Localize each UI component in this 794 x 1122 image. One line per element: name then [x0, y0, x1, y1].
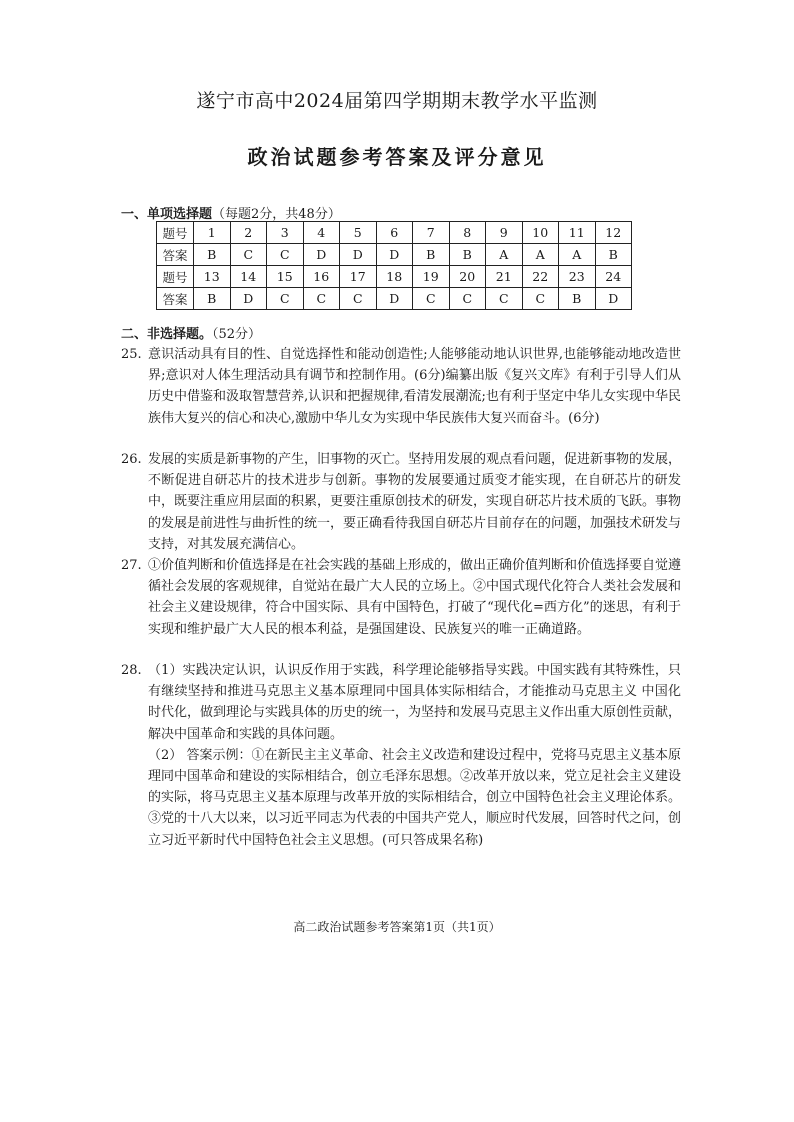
table-cell: 10: [522, 222, 559, 244]
table-cell: 20: [449, 266, 486, 288]
table-row-answers-1: [157, 244, 632, 266]
table-cell: 5: [340, 222, 377, 244]
section-2-heading: [121, 323, 261, 342]
question-number: 26.: [121, 452, 142, 467]
table-cell: C: [303, 288, 340, 310]
table-cell: A: [522, 244, 559, 266]
table-cell: D: [376, 244, 413, 266]
table-cell: C: [522, 288, 559, 310]
table-cell: B: [194, 244, 231, 266]
question-number: 27.: [121, 558, 142, 573]
table-cell: 4: [303, 222, 340, 244]
table-row-numbers-1: [157, 222, 632, 244]
table-cell: C: [449, 288, 486, 310]
section-1-heading: [121, 203, 341, 222]
table-cell: 7: [413, 222, 450, 244]
table-cell: B: [559, 288, 596, 310]
table-cell: 18: [376, 266, 413, 288]
row-label-number: 题号: [157, 222, 194, 244]
question-number: 25.: [121, 347, 142, 362]
row-label-answer: 答案: [157, 288, 194, 310]
table-cell: D: [376, 288, 413, 310]
table-cell: D: [340, 244, 377, 266]
question-26: [121, 449, 681, 555]
table-cell: D: [595, 288, 632, 310]
table-cell: C: [267, 244, 304, 266]
table-cell: 8: [449, 222, 486, 244]
table-cell: 17: [340, 266, 377, 288]
question-28-part-1: （1）实践决定认识，认识反作用于实践，科学理论能够指导实践。中国实践有其特殊性，只有继续坚持和推进马克思主义基本原理同中国具体实际相结合，才能推动马克思主义 中国化时代化，做到理论与实践具体的历史的统一，为坚持和发展马克思主义作出重大原创性贡献，解决中国革命和实践的具体问题。: [148, 663, 682, 742]
table-cell: B: [413, 244, 450, 266]
table-cell: 1: [194, 222, 231, 244]
row-label-answer: 答案: [157, 244, 194, 266]
section-1-note: （每题2分，共48分）: [212, 207, 341, 222]
table-cell: 22: [522, 266, 559, 288]
question-answer-text: ①价值判断和价值选择是在社会实践的基础上形成的，做出正确价值判断和价值选择要自觉遵循社会发展的客观规律，自觉站在最广大人民的立场上。②中国式现代化符合人类社会发展和社会主义建设规律，符合中国实际、具有中国特色，打破了“现代化=西方化”的迷思，有利于实现和维护最广大人民的根本利益，是强国建设、民族复兴的唯一正确道路。: [148, 558, 682, 637]
section-2-title: 二、非选择题。: [121, 327, 213, 342]
table-cell: C: [267, 288, 304, 310]
table-cell: 24: [595, 266, 632, 288]
table-row-answers-2: [157, 288, 632, 310]
table-cell: 19: [413, 266, 450, 288]
question-28: [121, 660, 681, 851]
table-cell: B: [449, 244, 486, 266]
table-cell: D: [303, 244, 340, 266]
table-cell: 15: [267, 266, 304, 288]
question-number: 28.: [121, 663, 142, 678]
table-cell: A: [486, 244, 523, 266]
table-cell: C: [340, 288, 377, 310]
answer-table: [156, 221, 632, 310]
row-label-number: 题号: [157, 266, 194, 288]
table-cell: 14: [230, 266, 267, 288]
table-cell: 3: [267, 222, 304, 244]
table-cell: D: [230, 288, 267, 310]
question-25: [121, 344, 681, 429]
table-cell: A: [559, 244, 596, 266]
table-row-numbers-2: [157, 266, 632, 288]
table-cell: 2: [230, 222, 267, 244]
table-cell: C: [486, 288, 523, 310]
section-2-note: （52分）: [212, 327, 262, 342]
table-cell: 9: [486, 222, 523, 244]
table-cell: C: [413, 288, 450, 310]
question-answer-text: 发展的实质是新事物的产生，旧事物的灭亡。坚持用发展的观点看问题，促进新事物的发展，不断促进自研芯片的技术进步与创新。事物的发展要通过质变才能实现，在自研芯片的研发中，既要注重应用层面的积累，更要注重原创技术的研发，实现自研芯片技术质的飞跃。事物的发展是前进性与曲折性的统一，要正确看待我国自研芯片目前存在的问题，加强技术研发与支持，对其发展充满信心。: [148, 452, 682, 552]
question-answer-text: 意识活动具有目的性、自觉选择性和能动创造性;人能够能动地认识世界,也能够能动地改造世界;意识对人体生理活动具有调节和控制作用。(6分)编纂出版《复兴文库》有利于引导人们从历史中借鉴和汲取智慧营养,认识和把握规律,看清发展潮流;也有利于坚定中华儿女实现中华民族伟大复兴的信心和决心,激励中华儿女为实现中华民族伟大复兴而奋斗。(6分): [148, 347, 681, 426]
table-cell: 11: [559, 222, 596, 244]
document-title: 遂宁市高中2024届第四学期期末教学水平监测: [196, 90, 598, 112]
table-cell: C: [230, 244, 267, 266]
table-cell: 13: [194, 266, 231, 288]
table-cell: 6: [376, 222, 413, 244]
question-28-part-2: （2） 答案示例：①在新民主主义革命、社会主义改造和建设过程中，党将马克思主义基本原理同中国革命和建设的实际相结合，创立毛泽东思想。②改革开放以来，党立足社会主义建设的实际，将马克思主义基本原理与改革开放的实际相结合，创立中国特色社会主义理论体系。③党的十八大以来，以习近平同志为代表的中国共产党人，顺应时代发展，回答时代之问，创立习近平新时代中国特色社会主义思想。(可只答成果名称): [148, 747, 682, 848]
table-cell: 16: [303, 266, 340, 288]
table-cell: B: [194, 288, 231, 310]
table-cell: 23: [559, 266, 596, 288]
document-subtitle: 政治试题参考答案及评分意见: [247, 145, 547, 169]
table-cell: 21: [486, 266, 523, 288]
section-1-title: 一、单项选择题: [121, 207, 213, 222]
table-cell: 12: [595, 222, 632, 244]
page-footer: 高二政治试题参考答案第1页（共1页）: [293, 920, 501, 934]
question-27: [121, 555, 681, 640]
table-cell: B: [595, 244, 632, 266]
